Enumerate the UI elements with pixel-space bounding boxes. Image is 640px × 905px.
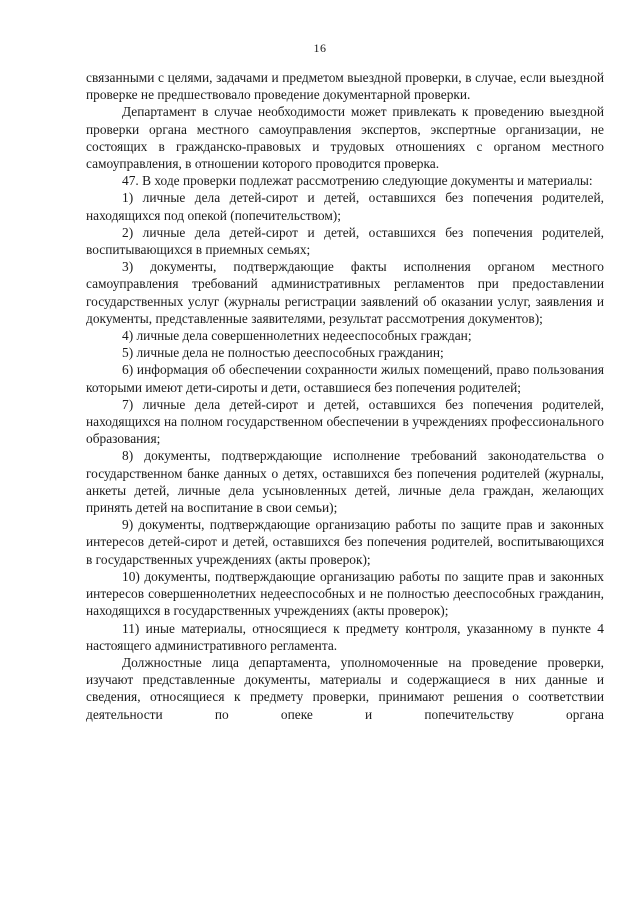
page-number: 16 xyxy=(313,41,327,55)
list-item-1: 1) личные дела детей-сирот и детей, оставшихся без попечения родителей, находящихся под опекой (попечительством); xyxy=(86,190,604,223)
paragraph-experts: Департамент в случае необходимости может привлекать к проведению выездной проверки органа местного самоуправления экспертов, экспертные организации, не состоящих в гражданско-правовых и трудовых отношениях с органом местного самоуправления, в отношении которого проводится проверка. xyxy=(86,104,604,172)
list-item-4: 4) личные дела совершеннолетних недееспособных граждан; xyxy=(122,328,472,344)
document-body xyxy=(86,69,604,723)
list-item-3: 3) документы, подтверждающие факты исполнения органом местного самоуправления требований административных регламентов при предоставлении государственных услуг (журналы регистрации заявлений об оказании услуг, заявления и документы, представленные заявителями, результат рассмотрения документов); xyxy=(86,259,604,326)
list-item-10: 10) документы, подтверждающие организацию работы по защите прав и законных интересов совершеннолетних недееспособных и не полностью дееспособных гражданин, находящихся в государственных учреждениях (акты проверок); xyxy=(86,568,604,619)
list-item-2: 2) личные дела детей-сирот и детей, оставшихся без попечения родителей, воспитывающихся в приемных семьях; xyxy=(86,224,604,258)
list-item-5: 5) личные дела не полностью дееспособных гражданин; xyxy=(122,345,444,361)
list-item-9: 9) документы, подтверждающие организацию работы по защите прав и законных интересов детей-сирот и детей, оставшихся без попечения родителей, воспитывающихся в государственных учреждениях (акты проверок); xyxy=(86,517,604,567)
paragraph-item-47: 47. В ходе проверки подлежат рассмотрению следующие документы и материалы: xyxy=(122,173,593,189)
list-item-6: 6) информация об обеспечении сохранности жилых помещений, право пользования которыми имеют дети-сироты и дети, оставшиеся без попечения родителей; xyxy=(86,362,604,395)
list-item-11: 11) иные материалы, относящиеся к предмету контроля, указанному в пункте 4 настоящего административного регламента. xyxy=(86,620,604,653)
paragraph-officials: Должностные лица департамента, уполномоченные на проведение проверки, изучают представленные документы, материалы и содержащиеся в них данные и сведения, относящиеся к предмету проверки, принимают решения о соответствии деятельности по опеке и попечительству органа xyxy=(86,654,604,722)
list-item-7: 7) личные дела детей-сирот и детей, оставшихся без попечения родителей, находящихся на полном государственном обеспечении в учреждениях профессионального образования; xyxy=(86,396,604,447)
list-item-8: 8) документы, подтверждающие исполнение требований законодательства о государственном банке данных о детях, оставшихся без попечения родителей (журналы, анкеты детей, личные дела усыновленных детей, личные дела граждан, желающих принять детей на воспитание в свои семьи); xyxy=(86,448,604,516)
paragraph-continuation: связанными с целями, задачами и предметом выездной проверки, в случае, если выездной проверке не предшествовало проведение документарной проверки. xyxy=(86,70,604,103)
